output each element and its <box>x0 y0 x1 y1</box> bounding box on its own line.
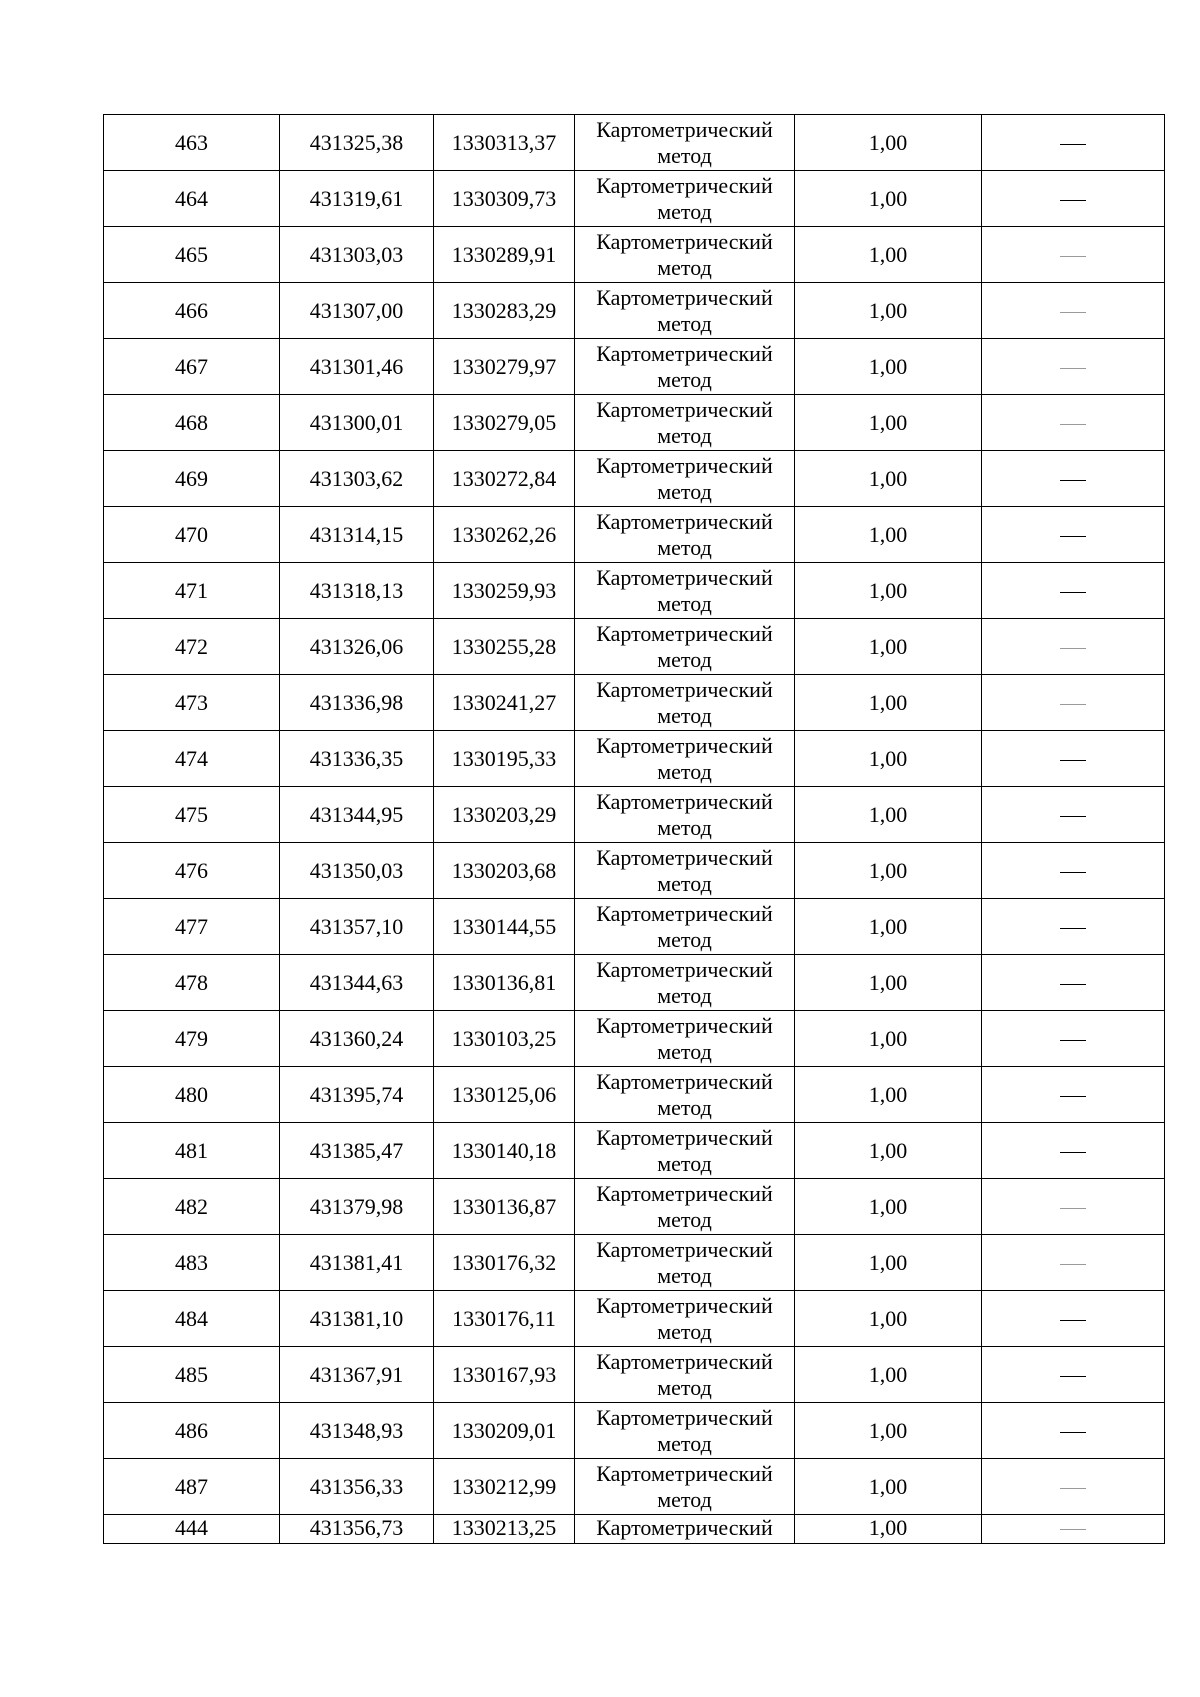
y-coordinate-cell: 1330259,93 <box>434 563 575 619</box>
note-cell <box>982 731 1165 787</box>
method-cell: Картометрический метод <box>575 115 795 171</box>
point-number-cell: 483 <box>104 1235 280 1291</box>
table-row <box>104 1291 1165 1347</box>
note-cell <box>982 115 1165 171</box>
point-number-cell: 474 <box>104 731 280 787</box>
x-coordinate-cell: 431336,98 <box>280 675 434 731</box>
x-coordinate-cell: 431344,95 <box>280 787 434 843</box>
y-coordinate-cell: 1330283,29 <box>434 283 575 339</box>
error-cell: 1,00 <box>795 787 982 843</box>
table-row <box>104 1179 1165 1235</box>
dash-mark <box>1060 1152 1086 1153</box>
point-number-cell: 466 <box>104 283 280 339</box>
dash-mark <box>1060 592 1086 593</box>
note-cell <box>982 1067 1165 1123</box>
table-row <box>104 1403 1165 1459</box>
note-cell <box>982 1291 1165 1347</box>
y-coordinate-cell: 1330279,97 <box>434 339 575 395</box>
note-cell <box>982 283 1165 339</box>
method-cell: Картометрический метод <box>575 955 795 1011</box>
method-cell: Картометрический метод <box>575 1235 795 1291</box>
x-coordinate-cell: 431319,61 <box>280 171 434 227</box>
dash-mark <box>1060 1040 1086 1041</box>
method-cell: Картометрический метод <box>575 171 795 227</box>
method-cell: Картометрический метод <box>575 1179 795 1235</box>
y-coordinate-cell: 1330195,33 <box>434 731 575 787</box>
dash-mark <box>1060 144 1086 145</box>
error-cell: 1,00 <box>795 451 982 507</box>
note-cell <box>982 1459 1165 1515</box>
method-cell: Картометрический метод <box>575 1459 795 1515</box>
error-cell: 1,00 <box>795 339 982 395</box>
method-cell: Картометрический <box>575 1515 795 1544</box>
table-row <box>104 1235 1165 1291</box>
x-coordinate-cell: 431325,38 <box>280 115 434 171</box>
x-coordinate-cell: 431350,03 <box>280 843 434 899</box>
dash-mark <box>1060 1096 1086 1097</box>
point-number-cell: 464 <box>104 171 280 227</box>
table-row <box>104 1067 1165 1123</box>
y-coordinate-cell: 1330213,25 <box>434 1515 575 1544</box>
table-row <box>104 1123 1165 1179</box>
y-coordinate-cell: 1330144,55 <box>434 899 575 955</box>
point-number-cell: 484 <box>104 1291 280 1347</box>
x-coordinate-cell: 431318,13 <box>280 563 434 619</box>
point-number-cell: 444 <box>104 1515 280 1544</box>
method-cell: Картометрический метод <box>575 283 795 339</box>
x-coordinate-cell: 431385,47 <box>280 1123 434 1179</box>
x-coordinate-cell: 431395,74 <box>280 1067 434 1123</box>
x-coordinate-cell: 431360,24 <box>280 1011 434 1067</box>
dash-mark <box>1060 760 1086 761</box>
x-coordinate-cell: 431356,33 <box>280 1459 434 1515</box>
method-cell: Картометрический метод <box>575 731 795 787</box>
y-coordinate-cell: 1330209,01 <box>434 1403 575 1459</box>
note-cell <box>982 955 1165 1011</box>
x-coordinate-cell: 431381,41 <box>280 1235 434 1291</box>
point-number-cell: 475 <box>104 787 280 843</box>
point-number-cell: 479 <box>104 1011 280 1067</box>
x-coordinate-cell: 431367,91 <box>280 1347 434 1403</box>
x-coordinate-cell: 431336,35 <box>280 731 434 787</box>
y-coordinate-cell: 1330262,26 <box>434 507 575 563</box>
error-cell: 1,00 <box>795 1515 982 1544</box>
error-cell: 1,00 <box>795 395 982 451</box>
dash-mark <box>1060 368 1086 369</box>
error-cell: 1,00 <box>795 1459 982 1515</box>
table-row <box>104 1347 1165 1403</box>
table-row <box>104 899 1165 955</box>
dash-mark <box>1060 1264 1086 1265</box>
y-coordinate-cell: 1330203,29 <box>434 787 575 843</box>
note-cell <box>982 899 1165 955</box>
table-row <box>104 227 1165 283</box>
note-cell <box>982 227 1165 283</box>
table-row <box>104 171 1165 227</box>
note-cell <box>982 563 1165 619</box>
dash-mark <box>1060 480 1086 481</box>
method-cell: Картометрический метод <box>575 1067 795 1123</box>
table-row <box>104 1515 1165 1544</box>
note-cell <box>982 451 1165 507</box>
note-cell <box>982 675 1165 731</box>
error-cell: 1,00 <box>795 1179 982 1235</box>
y-coordinate-cell: 1330136,87 <box>434 1179 575 1235</box>
point-number-cell: 471 <box>104 563 280 619</box>
y-coordinate-cell: 1330313,37 <box>434 115 575 171</box>
y-coordinate-cell: 1330289,91 <box>434 227 575 283</box>
dash-mark <box>1060 536 1086 537</box>
table-row <box>104 507 1165 563</box>
x-coordinate-cell: 431301,46 <box>280 339 434 395</box>
table-row <box>104 843 1165 899</box>
method-cell: Картометрический метод <box>575 451 795 507</box>
error-cell: 1,00 <box>795 171 982 227</box>
method-cell: Картометрический метод <box>575 1347 795 1403</box>
note-cell <box>982 1347 1165 1403</box>
point-number-cell: 486 <box>104 1403 280 1459</box>
point-number-cell: 465 <box>104 227 280 283</box>
x-coordinate-cell: 431314,15 <box>280 507 434 563</box>
y-coordinate-cell: 1330241,27 <box>434 675 575 731</box>
x-coordinate-cell: 431381,10 <box>280 1291 434 1347</box>
note-cell <box>982 1515 1165 1544</box>
table-row <box>104 1459 1165 1515</box>
method-cell: Картометрический метод <box>575 619 795 675</box>
dash-mark <box>1060 1376 1086 1377</box>
x-coordinate-cell: 431326,06 <box>280 619 434 675</box>
point-number-cell: 469 <box>104 451 280 507</box>
point-number-cell: 477 <box>104 899 280 955</box>
table-row <box>104 451 1165 507</box>
point-number-cell: 481 <box>104 1123 280 1179</box>
dash-mark <box>1060 984 1086 985</box>
error-cell: 1,00 <box>795 1235 982 1291</box>
error-cell: 1,00 <box>795 507 982 563</box>
method-cell: Картометрический метод <box>575 1403 795 1459</box>
error-cell: 1,00 <box>795 843 982 899</box>
table-row <box>104 283 1165 339</box>
error-cell: 1,00 <box>795 619 982 675</box>
error-cell: 1,00 <box>795 899 982 955</box>
y-coordinate-cell: 1330125,06 <box>434 1067 575 1123</box>
point-number-cell: 485 <box>104 1347 280 1403</box>
y-coordinate-cell: 1330140,18 <box>434 1123 575 1179</box>
table-row <box>104 1011 1165 1067</box>
table-body <box>104 115 1165 1544</box>
error-cell: 1,00 <box>795 731 982 787</box>
note-cell <box>982 507 1165 563</box>
error-cell: 1,00 <box>795 563 982 619</box>
x-coordinate-cell: 431379,98 <box>280 1179 434 1235</box>
note-cell <box>982 1235 1165 1291</box>
error-cell: 1,00 <box>795 675 982 731</box>
dash-mark <box>1060 648 1086 649</box>
table-row <box>104 115 1165 171</box>
point-number-cell: 476 <box>104 843 280 899</box>
method-cell: Картометрический метод <box>575 675 795 731</box>
point-number-cell: 467 <box>104 339 280 395</box>
x-coordinate-cell: 431300,01 <box>280 395 434 451</box>
dash-mark <box>1060 1320 1086 1321</box>
error-cell: 1,00 <box>795 1123 982 1179</box>
point-number-cell: 468 <box>104 395 280 451</box>
error-cell: 1,00 <box>795 1347 982 1403</box>
x-coordinate-cell: 431348,93 <box>280 1403 434 1459</box>
method-cell: Картометрический метод <box>575 395 795 451</box>
note-cell <box>982 843 1165 899</box>
dash-mark <box>1060 872 1086 873</box>
note-cell <box>982 1123 1165 1179</box>
y-coordinate-cell: 1330176,11 <box>434 1291 575 1347</box>
y-coordinate-cell: 1330176,32 <box>434 1235 575 1291</box>
dash-mark <box>1060 200 1086 201</box>
dash-mark <box>1060 704 1086 705</box>
y-coordinate-cell: 1330136,81 <box>434 955 575 1011</box>
point-number-cell: 473 <box>104 675 280 731</box>
error-cell: 1,00 <box>795 283 982 339</box>
error-cell: 1,00 <box>795 1067 982 1123</box>
point-number-cell: 480 <box>104 1067 280 1123</box>
error-cell: 1,00 <box>795 1291 982 1347</box>
y-coordinate-cell: 1330272,84 <box>434 451 575 507</box>
method-cell: Картометрический метод <box>575 563 795 619</box>
method-cell: Картометрический метод <box>575 1123 795 1179</box>
note-cell <box>982 787 1165 843</box>
dash-mark <box>1060 1488 1086 1489</box>
y-coordinate-cell: 1330167,93 <box>434 1347 575 1403</box>
error-cell: 1,00 <box>795 1403 982 1459</box>
table-row <box>104 339 1165 395</box>
y-coordinate-cell: 1330203,68 <box>434 843 575 899</box>
method-cell: Картометрический метод <box>575 899 795 955</box>
note-cell <box>982 1011 1165 1067</box>
error-cell: 1,00 <box>795 955 982 1011</box>
table-row <box>104 619 1165 675</box>
point-number-cell: 478 <box>104 955 280 1011</box>
note-cell <box>982 339 1165 395</box>
x-coordinate-cell: 431344,63 <box>280 955 434 1011</box>
point-number-cell: 487 <box>104 1459 280 1515</box>
error-cell: 1,00 <box>795 1011 982 1067</box>
method-cell: Картометрический метод <box>575 1011 795 1067</box>
dash-mark <box>1060 424 1086 425</box>
method-cell: Картометрический метод <box>575 339 795 395</box>
dash-mark <box>1060 1529 1086 1530</box>
dash-mark <box>1060 928 1086 929</box>
table-row <box>104 955 1165 1011</box>
method-cell: Картометрический метод <box>575 787 795 843</box>
note-cell <box>982 1403 1165 1459</box>
table-row <box>104 787 1165 843</box>
point-number-cell: 463 <box>104 115 280 171</box>
method-cell: Картометрический метод <box>575 507 795 563</box>
dash-mark <box>1060 312 1086 313</box>
y-coordinate-cell: 1330309,73 <box>434 171 575 227</box>
x-coordinate-cell: 431303,62 <box>280 451 434 507</box>
dash-mark <box>1060 816 1086 817</box>
method-cell: Картометрический метод <box>575 227 795 283</box>
table-row <box>104 731 1165 787</box>
error-cell: 1,00 <box>795 227 982 283</box>
point-number-cell: 472 <box>104 619 280 675</box>
table-row <box>104 563 1165 619</box>
x-coordinate-cell: 431357,10 <box>280 899 434 955</box>
x-coordinate-cell: 431307,00 <box>280 283 434 339</box>
coordinates-table <box>103 114 1165 1544</box>
note-cell <box>982 395 1165 451</box>
dash-mark <box>1060 256 1086 257</box>
note-cell <box>982 619 1165 675</box>
x-coordinate-cell: 431356,73 <box>280 1515 434 1544</box>
table-row <box>104 675 1165 731</box>
note-cell <box>982 171 1165 227</box>
y-coordinate-cell: 1330279,05 <box>434 395 575 451</box>
y-coordinate-cell: 1330103,25 <box>434 1011 575 1067</box>
dash-mark <box>1060 1208 1086 1209</box>
y-coordinate-cell: 1330255,28 <box>434 619 575 675</box>
point-number-cell: 470 <box>104 507 280 563</box>
y-coordinate-cell: 1330212,99 <box>434 1459 575 1515</box>
note-cell <box>982 1179 1165 1235</box>
dash-mark <box>1060 1432 1086 1433</box>
error-cell: 1,00 <box>795 115 982 171</box>
method-cell: Картометрический метод <box>575 1291 795 1347</box>
x-coordinate-cell: 431303,03 <box>280 227 434 283</box>
table-row <box>104 395 1165 451</box>
method-cell: Картометрический метод <box>575 843 795 899</box>
point-number-cell: 482 <box>104 1179 280 1235</box>
